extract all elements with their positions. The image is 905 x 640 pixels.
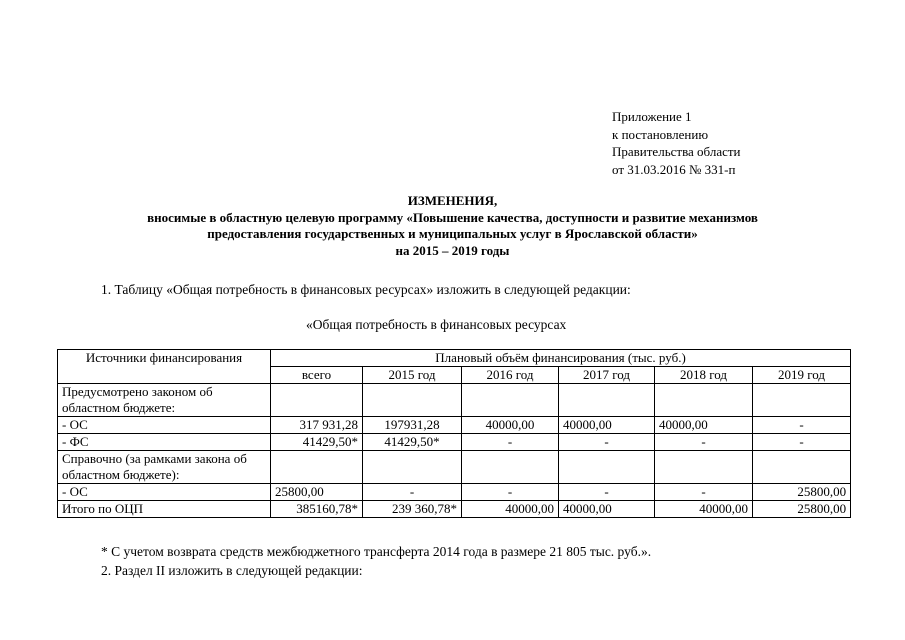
row-label: - ОС xyxy=(58,417,271,434)
section-label: Справочно (за рамками закона об областном бюджете): xyxy=(58,451,271,484)
table-caption: «Общая потребность в финансовых ресурсах xyxy=(306,317,567,332)
table-cell: 40000,00 xyxy=(462,417,559,434)
table-cell: - xyxy=(655,434,753,451)
table-cell: 25800,00 xyxy=(753,501,851,518)
column-header: 2017 год xyxy=(559,367,655,384)
appendix-line: Правительства области xyxy=(612,144,741,159)
paragraph-2: 2. Раздел II изложить в следующей редакции: xyxy=(101,563,363,578)
table-row xyxy=(58,484,851,501)
table-cell: 40000,00 xyxy=(559,501,655,518)
table-cell: 197931,28 xyxy=(363,417,462,434)
appendix-line: Приложение 1 xyxy=(612,109,692,124)
column-header: всего xyxy=(271,367,363,384)
appendix-line: от 31.03.2016 № 331-п xyxy=(612,161,736,177)
section-row xyxy=(58,384,851,417)
table-cell: 317 931,28 xyxy=(271,417,363,434)
table-cell: - xyxy=(363,484,462,501)
section-label: Предусмотрено законом об областном бюджете: xyxy=(58,384,271,417)
column-header: 2018 год xyxy=(655,367,753,384)
paragraph-1: 1. Таблицу «Общая потребность в финансовых ресурсах» изложить в следующей редакции: xyxy=(101,282,631,297)
table-cell: 25800,00 xyxy=(271,484,363,501)
heading-line: на 2015 – 2019 годы xyxy=(395,242,510,258)
table-row xyxy=(58,417,851,434)
row-label: - ФС xyxy=(58,434,271,451)
table-cell: 385160,78* xyxy=(271,501,363,518)
table-cell: 41429,50* xyxy=(363,434,462,451)
plan-header: Плановый объём финансирования (тыс. руб.) xyxy=(271,350,851,367)
table-cell: - xyxy=(559,484,655,501)
column-header: 2016 год xyxy=(462,367,559,384)
table-cell: 40000,00 xyxy=(559,417,655,434)
table-cell: 25800,00 xyxy=(753,484,851,501)
total-row xyxy=(58,501,851,518)
table-cell: - xyxy=(753,434,851,451)
row-label: Итого по ОЦП xyxy=(58,501,271,518)
heading-line: предоставления государственных и муниципальных услуг в Ярославской области» xyxy=(207,226,698,241)
table-row xyxy=(58,434,851,451)
table-cell: - xyxy=(462,434,559,451)
source-header: Источники финансирования xyxy=(58,350,271,384)
table-cell: 41429,50* xyxy=(271,434,363,451)
table-cell: - xyxy=(559,434,655,451)
footnote: * С учетом возврата средств межбюджетного трансферта 2014 года в размере 21 805 тыс. руб.». xyxy=(101,544,652,559)
appendix-block xyxy=(612,108,741,178)
table-cell: 40000,00 xyxy=(462,501,559,518)
table-cell: - xyxy=(753,417,851,434)
column-header: 2015 год xyxy=(363,367,462,384)
financing-table xyxy=(57,349,851,518)
table-cell: 40000,00 xyxy=(655,417,753,434)
heading-title: ИЗМЕНЕНИЯ, xyxy=(407,193,498,208)
row-label: - ОС xyxy=(58,484,271,501)
table-header-row xyxy=(58,350,851,367)
table-cell: 239 360,78* xyxy=(363,501,462,518)
column-header: 2019 год xyxy=(753,367,851,384)
table-cell: 40000,00 xyxy=(655,501,753,518)
document-heading xyxy=(60,193,845,259)
appendix-line: к постановлению xyxy=(612,126,709,142)
section-row xyxy=(58,451,851,484)
table-cell: - xyxy=(655,484,753,501)
table-cell: - xyxy=(462,484,559,501)
heading-line: вносимые в областную целевую программу «Повышение качества, доступности и развитие механизмов xyxy=(147,209,758,225)
